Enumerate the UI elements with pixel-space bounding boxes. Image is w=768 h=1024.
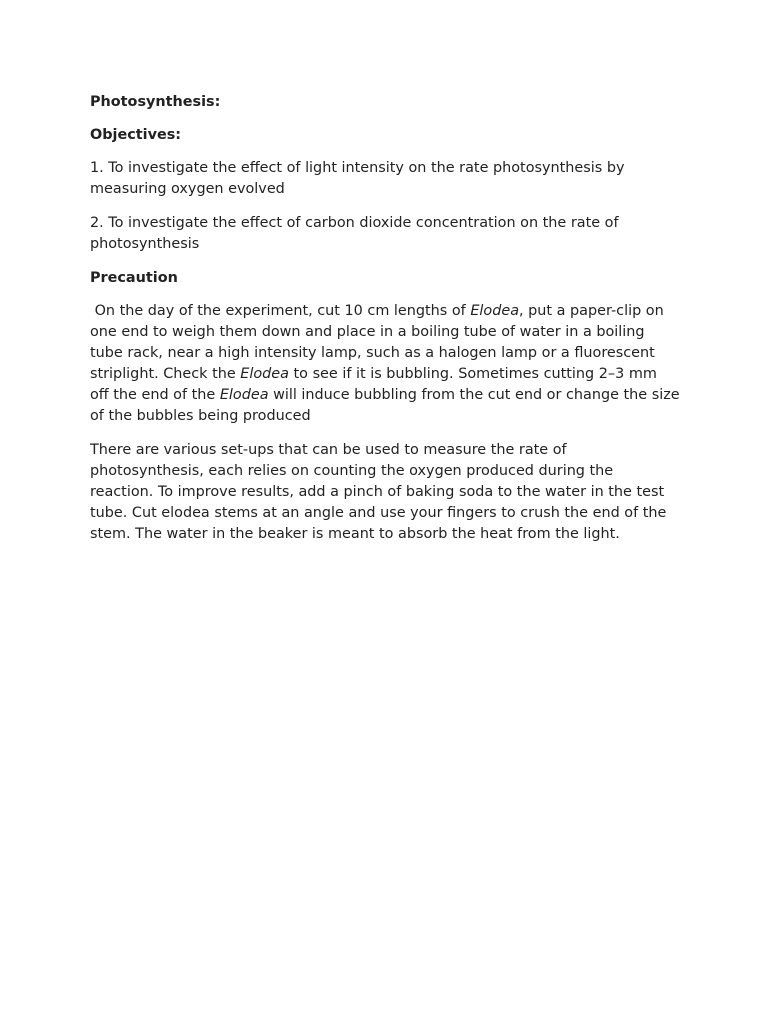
precaution-text-4: will induce bubbling from the cut end or change the size of the bubbles being produced	[90, 387, 685, 424]
document-page	[90, 92, 685, 558]
setup-paragraph: There are various set-ups that can be used to measure the rate of photosynthesis, each relies on counting the oxygen produced during the reaction. To improve results, add a pinch of baking soda to the water in the test tube. Cut elodea stems at an angle and use your fingers to crush the end of the stem. The water in the beaker is meant to absorb the heat from the light.	[90, 442, 667, 542]
precaution-heading: Precaution	[90, 270, 178, 286]
precaution-paragraph	[90, 301, 685, 427]
precaution-text-2: , put a paper-clip on one end to weigh them down and place in a boiling tube of water in a boiling tube rack, near a high intensity lamp, such as a halogen lamp or a fluorescent striplight. Check the	[90, 303, 669, 382]
objective-2: 2. To investigate the effect of carbon dioxide concentration on the rate of photosynthesis	[90, 215, 619, 252]
elodea-italic-2: Elodea	[240, 366, 289, 382]
objectives-heading: Objectives:	[90, 127, 182, 143]
precaution-text-1: On the day of the experiment, cut 10 cm lengths of	[90, 303, 471, 319]
elodea-italic-3: Elodea	[219, 387, 269, 403]
document-title: Photosynthesis:	[90, 94, 221, 110]
objective-1: 1. To investigate the effect of light intensity on the rate photosynthesis by measuring oxygen evolved	[90, 160, 625, 197]
precaution-text-3: to see if it is bubbling. Sometimes cutting 2–3 mm off the end of the	[90, 366, 662, 403]
elodea-italic-1: Elodea	[470, 303, 520, 319]
